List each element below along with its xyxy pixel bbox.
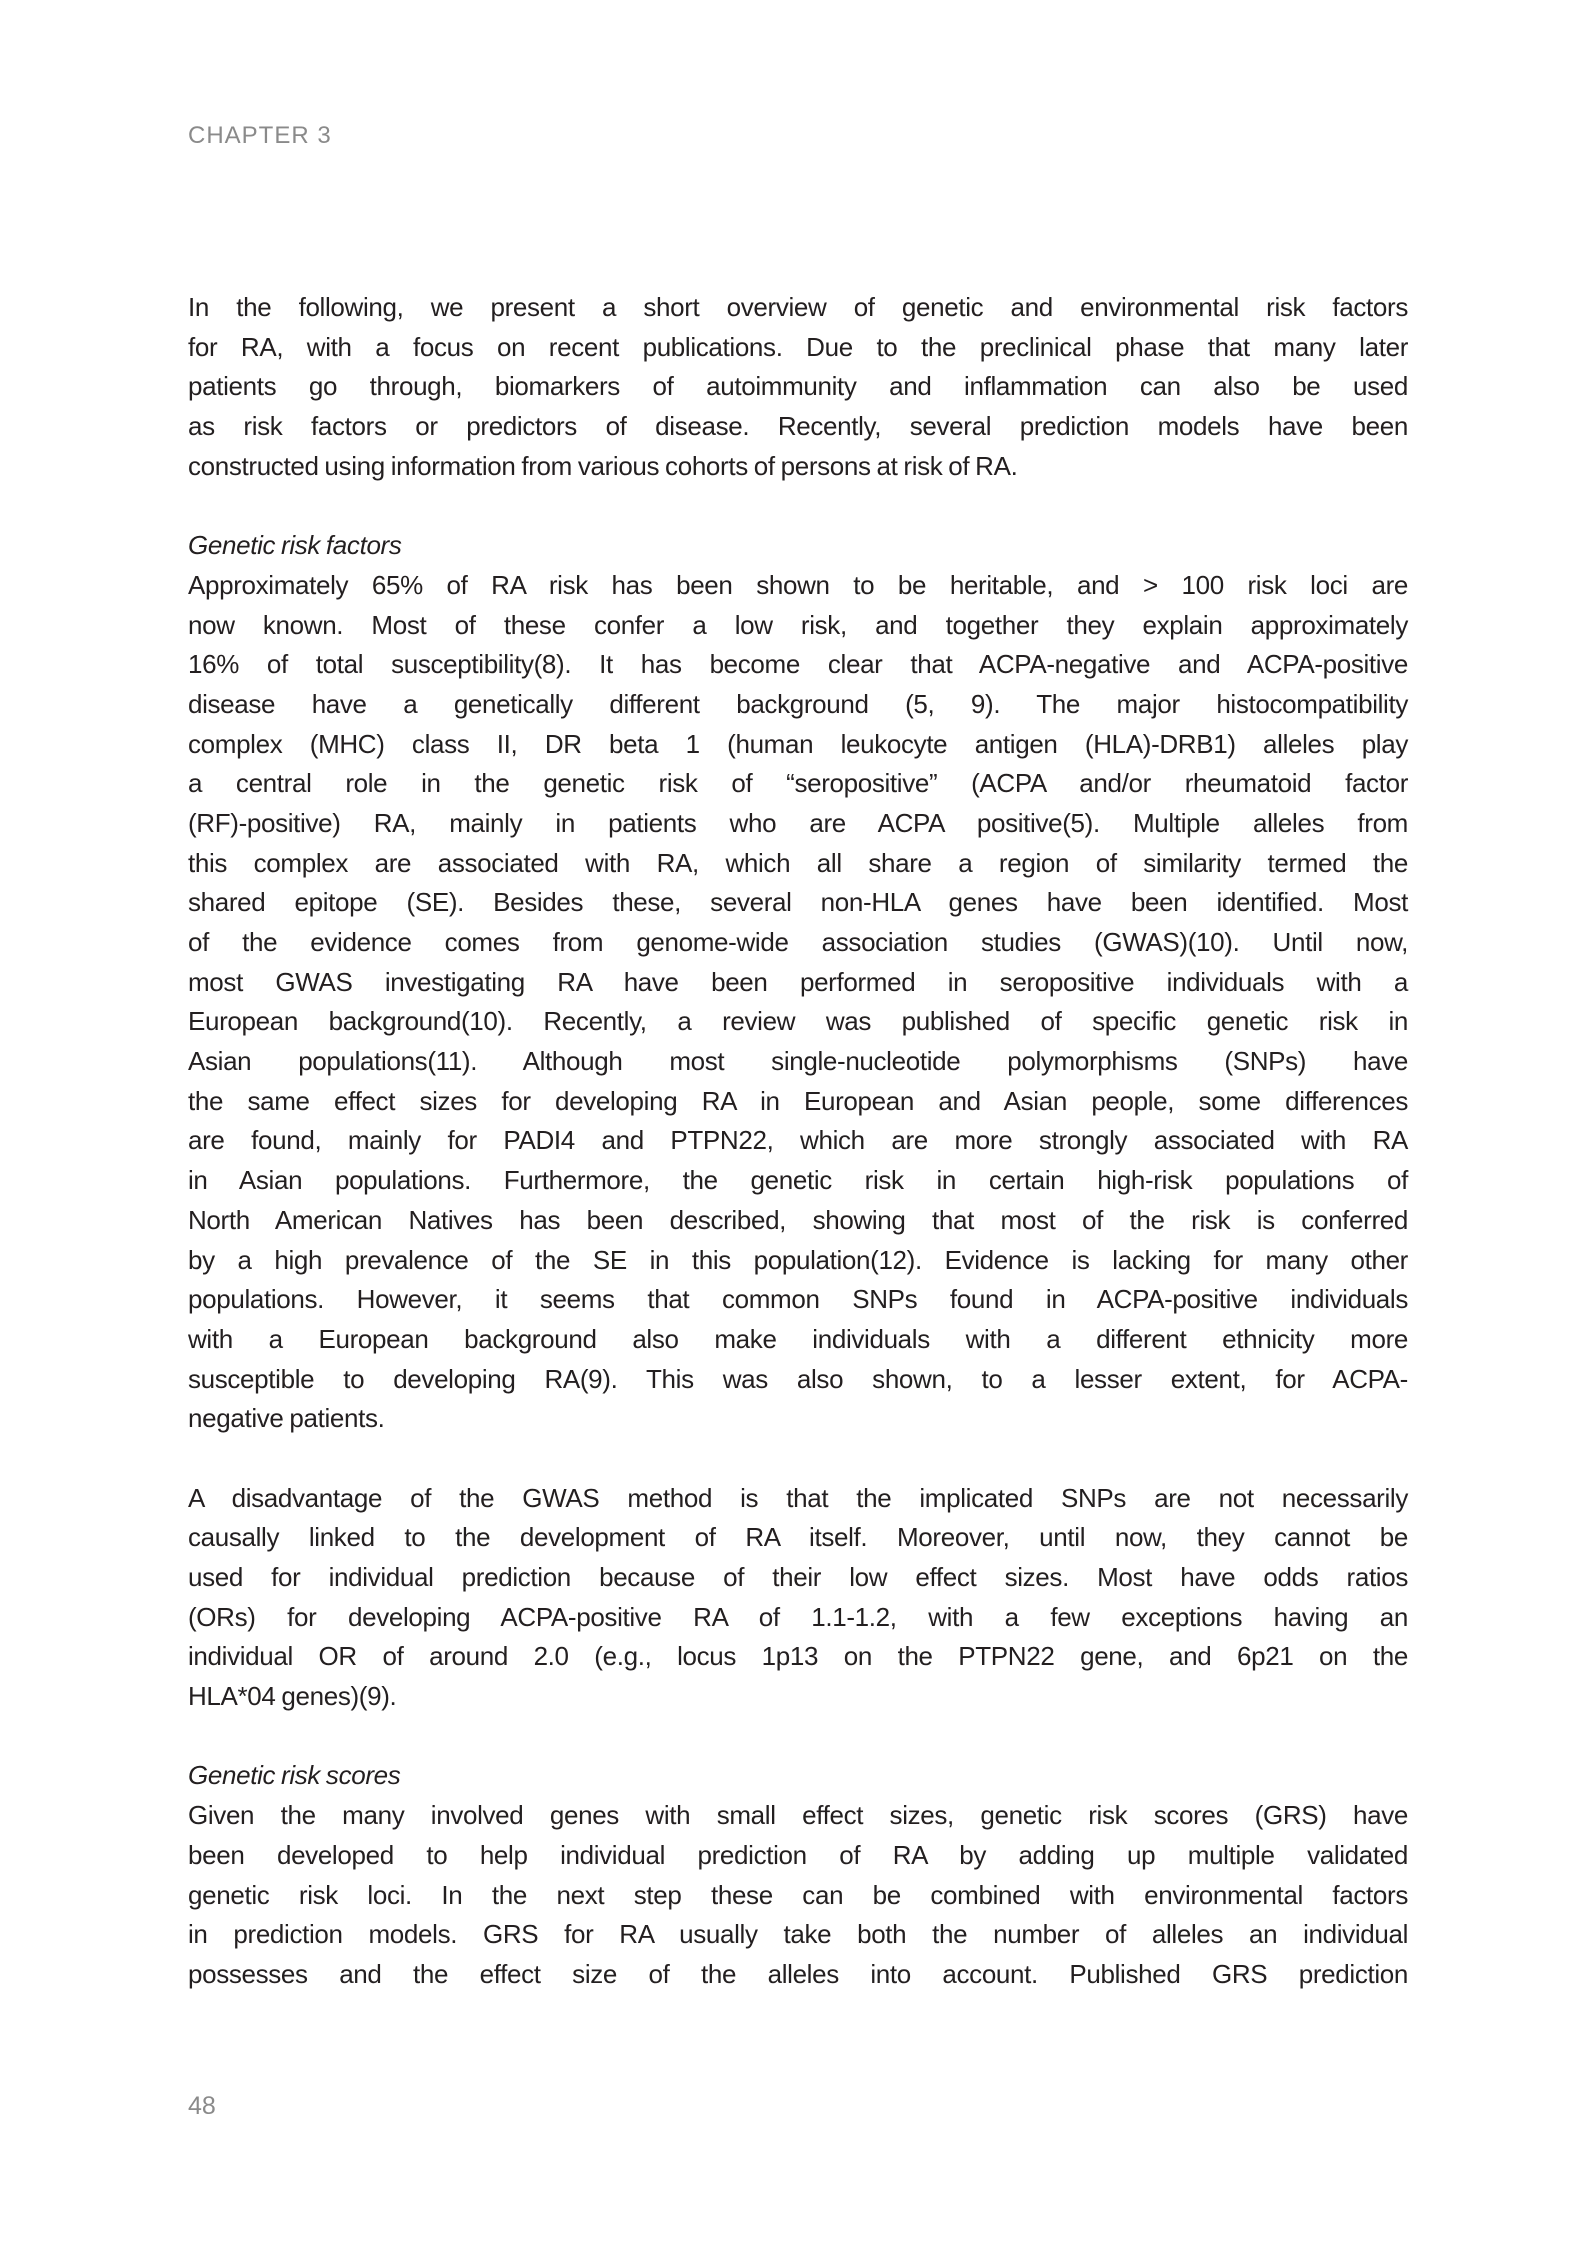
paragraph-gap — [188, 486, 1408, 526]
paragraph — [188, 566, 1408, 1439]
text-line: patients go through, biomarkers of autoimmunity and inflammation can also be used — [188, 371, 1408, 402]
paragraph-gap — [188, 1439, 1408, 1479]
text-line: 16% of total susceptibility(8). It has become clear that ACPA-negative and ACPA-positive — [188, 649, 1408, 680]
paragraph — [188, 1796, 1408, 1994]
text-line: Given the many involved genes with small effect sizes, genetic risk scores (GRS) have — [188, 1800, 1408, 1831]
text-line: genetic risk loci. In the next step these can be combined with environmental factors — [188, 1879, 1408, 1910]
text-line: been developed to help individual prediction of RA by adding up multiple validated — [188, 1839, 1408, 1870]
text-line: North American Natives has been described, showing that most of the risk is conferred — [188, 1204, 1408, 1235]
paragraph-gap — [188, 1717, 1408, 1757]
text-line: In the following, we present a short overview of genetic and environmental risk factors — [188, 292, 1408, 322]
text-line: individual OR of around 2.0 (e.g., locus 1p13 on the PTPN22 gene, and 6p21 on the — [188, 1641, 1408, 1672]
text-line: this complex are associated with RA, which all share a region of similarity termed the — [188, 847, 1408, 878]
text-line: susceptible to developing RA(9). This was also shown, to a lesser extent, for ACPA- — [188, 1363, 1408, 1394]
text-line: now known. Most of these confer a low risk, and together they explain approximately — [188, 609, 1408, 640]
text-line: in prediction models. GRS for RA usually take both the number of alleles an individual — [188, 1919, 1408, 1950]
text-line: causally linked to the development of RA itself. Moreover, until now, they cannot be — [188, 1522, 1408, 1553]
text-line: complex (MHC) class II, DR beta 1 (human leukocyte antigen (HLA)-DRB1) alleles play — [188, 728, 1408, 759]
text-line: negative patients. — [188, 1403, 385, 1434]
section-heading: Genetic risk factors — [188, 530, 402, 561]
text-line: as risk factors or predictors of disease. Recently, several prediction models have been — [188, 411, 1408, 442]
text-line: shared epitope (SE). Besides these, several non-HLA genes have been identified. Most — [188, 887, 1408, 918]
text-line: A disadvantage of the GWAS method is that the implicated SNPs are not necessarily — [188, 1482, 1408, 1513]
text-line: by a high prevalence of the SE in this population(12). Evidence is lacking for many other — [188, 1244, 1408, 1275]
text-line: used for individual prediction because of their low effect sizes. Most have odds ratios — [188, 1562, 1408, 1592]
paragraph — [188, 288, 1408, 486]
text-line: the same effect sizes for developing RA in European and Asian people, some differences — [188, 1085, 1408, 1116]
body-text — [188, 288, 1408, 1995]
section-heading: Genetic risk scores — [188, 1760, 401, 1791]
page-number: 48 — [188, 2092, 216, 2120]
running-head: CHAPTER 3 — [188, 122, 332, 149]
text-line: HLA*04 genes)(9). — [188, 1681, 397, 1712]
text-line: of the evidence comes from genome-wide association studies (GWAS)(10). Until now, — [188, 927, 1408, 957]
text-line: are found, mainly for PADI4 and PTPN22, which are more strongly associated with RA — [188, 1125, 1408, 1156]
text-line: possesses and the effect size of the alleles into account. Published GRS prediction — [188, 1958, 1408, 1989]
text-line: (ORs) for developing ACPA-positive RA of 1.1-1.2, with a few exceptions having an — [188, 1601, 1408, 1632]
text-line: Approximately 65% of RA risk has been shown to be heritable, and > 100 risk loci are — [188, 569, 1408, 600]
text-line: populations. However, it seems that common SNPs found in ACPA-positive individuals — [188, 1284, 1408, 1315]
text-line: Asian populations(11). Although most single-nucleotide polymorphisms (SNPs) have — [188, 1046, 1408, 1077]
text-line: with a European background also make individuals with a different ethnicity more — [188, 1323, 1408, 1354]
text-line: most GWAS investigating RA have been performed in seropositive individuals with a — [188, 966, 1408, 997]
text-line: a central role in the genetic risk of “seropositive” (ACPA and/or rheumatoid factor — [188, 768, 1408, 799]
paragraph — [188, 1479, 1408, 1717]
text-line: for RA, with a focus on recent publications. Due to the preclinical phase that many later — [188, 331, 1408, 362]
text-line: European background(10). Recently, a review was published of specific genetic risk in — [188, 1006, 1408, 1037]
text-line: constructed using information from various cohorts of persons at risk of RA. — [188, 450, 1018, 481]
text-line: in Asian populations. Furthermore, the genetic risk in certain high-risk populations of — [188, 1165, 1408, 1196]
text-line: disease have a genetically different background (5, 9). The major histocompatibility — [188, 688, 1408, 719]
text-line: (RF)-positive) RA, mainly in patients who are ACPA positive(5). Multiple alleles from — [188, 807, 1408, 838]
